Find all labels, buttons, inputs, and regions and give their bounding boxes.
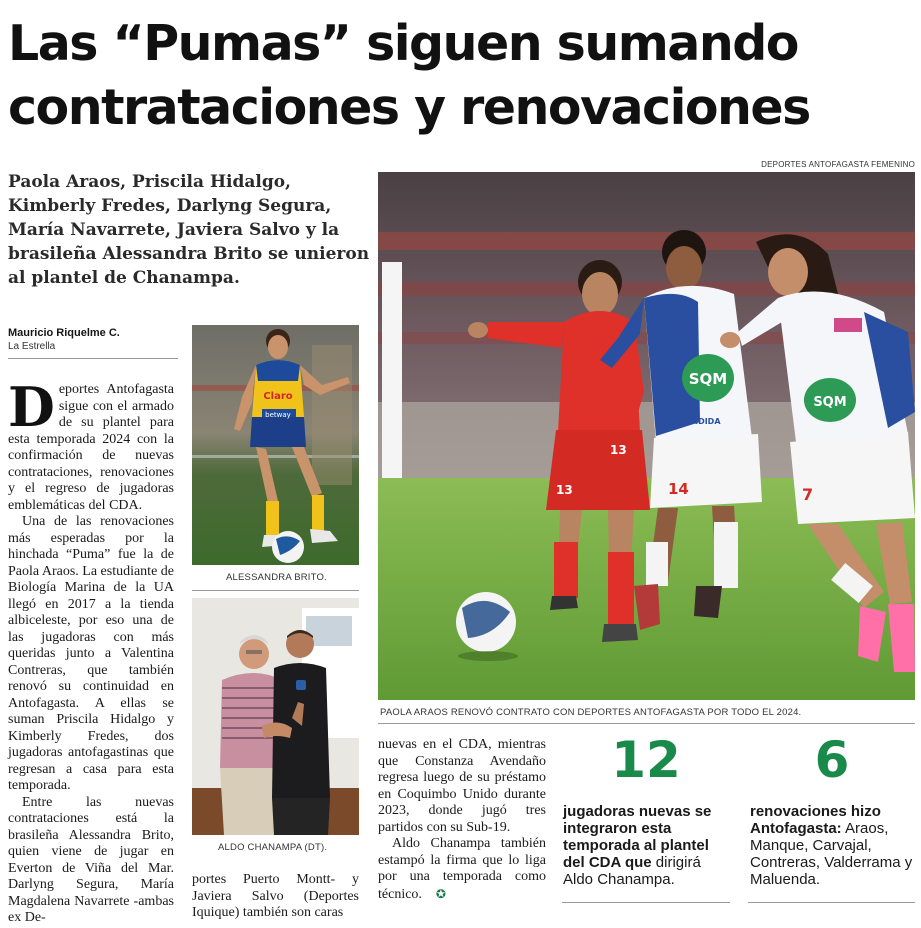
jersey-sponsor-sqm: SQM	[688, 370, 728, 388]
photo-main-match	[378, 172, 915, 700]
paragraph	[378, 836, 546, 903]
stat-text-bold: jugadoras nuevas se integraron esta temporada al plantel del CDA que	[563, 803, 712, 871]
paragraph-text: eportes Antofagasta sigue con el armado de su plantel para esta temporada 2024 con la confirmación de nuevas contrataciones, renovaciones y el regreso de jugadoras emblemáticas del CDA.	[8, 382, 174, 513]
deck: Paola Araos, Priscila Hidalgo, Kimberly Fredes, Darlyng Segura, María Navarrete, Javiera Salvo y la brasileña Alessandra Brito se unieron al plantel de Chanampa.	[8, 172, 370, 288]
author-name: Mauricio Riquelme C.	[8, 327, 120, 339]
caption-rule	[192, 590, 359, 591]
jersey-sponsor-claro: Claro	[263, 391, 293, 402]
shorts-number-white: 14	[668, 480, 689, 498]
dropcap: D	[8, 375, 55, 439]
stat-number-renewals: 6	[814, 731, 850, 789]
stat-text-renewals	[750, 803, 915, 888]
photo-credit: DEPORTES ANTOFAGASTA FEMENINO	[761, 160, 915, 169]
byline	[8, 326, 178, 353]
caption-brito: ALESSANDRA BRITO.	[226, 572, 327, 583]
paragraph-text: Aldo Chanampa también estampó la firma que lo liga por una temporada como técnico.	[378, 836, 546, 902]
body-column-3	[378, 737, 546, 903]
photo-aldo-chanampa	[192, 598, 359, 835]
caption-chanampa: ALDO CHANAMPA (DT).	[218, 842, 328, 853]
shorts-number-red: 13	[556, 483, 573, 497]
caption-rule-main	[378, 723, 915, 724]
end-mark-icon: ✪	[435, 886, 446, 901]
stat-number-new-players: 12	[611, 731, 681, 789]
headline: Las “Pumas” siguen sumando contrataciones y renovaciones	[8, 15, 810, 136]
jersey-sponsor-betway: betway	[265, 411, 291, 419]
paragraph: portes Puerto Montt- y Javiera Salvo (Deportes Iquique) también son caras	[192, 872, 359, 920]
body-column-2	[192, 872, 359, 922]
paragraph: Entre las nuevas contrataciones está la brasileña Alessandra Brito, quien viene de jugar en Everton de Viña del Mar. Darlyng Segura, María Magdalena Navarrete -ambas ex De-	[8, 794, 174, 925]
author-outlet: La Estrella	[8, 341, 56, 352]
stat-rule-2	[748, 902, 915, 903]
body-column-1	[8, 375, 175, 927]
paragraph: Una de las renovaciones más esperadas por la hinchada “Puma” fue la de Paola Araos. La estudiante de Biología Marina de la UA llegó en 2017 a la tienda albiceleste, por eso una de las jugadoras con más queridas junto a Valentina Contreras, que también renovó su continuidad en Antofagasta. A ellas se suman Priscila Hidalgo y Kimberly Fredes, dos jugadoras antofagastinas que regresan a casa para esta temporada.	[8, 514, 175, 793]
jersey-sponsor-escondida: ESCONDIDA	[667, 417, 721, 426]
paragraph: nuevas en el CDA, mientras que Constanza Avendaño regresa luego de su préstamo en Coquimbo Unido durante 2023, donde jugó tres partidos con su Sub-19.	[378, 737, 546, 835]
paragraph	[8, 375, 174, 514]
caption-main: PAOLA ARAOS RENOVÓ CONTRATO CON DEPORTES ANTOFAGASTA POR TODO EL 2024.	[380, 707, 802, 718]
stat-text-new-players	[563, 803, 731, 888]
jersey-number-red: 13	[610, 443, 627, 457]
stat-text-rest: Araos, Manque, Carvajal, Contreras, Valderrama y Maluenda.	[750, 820, 913, 888]
byline-rule	[8, 358, 178, 359]
stat-text-rest: dirigirá Aldo Chanampa.	[563, 854, 701, 888]
shorts-number-white-2: 7	[802, 485, 814, 504]
stat-text-bold: renovaciones hizo Antofagasta:	[750, 803, 881, 837]
stat-rule-1	[562, 902, 730, 903]
jersey-sponsor-sqm-2: SQM	[813, 395, 847, 410]
photo-alessandra-brito	[192, 325, 359, 565]
